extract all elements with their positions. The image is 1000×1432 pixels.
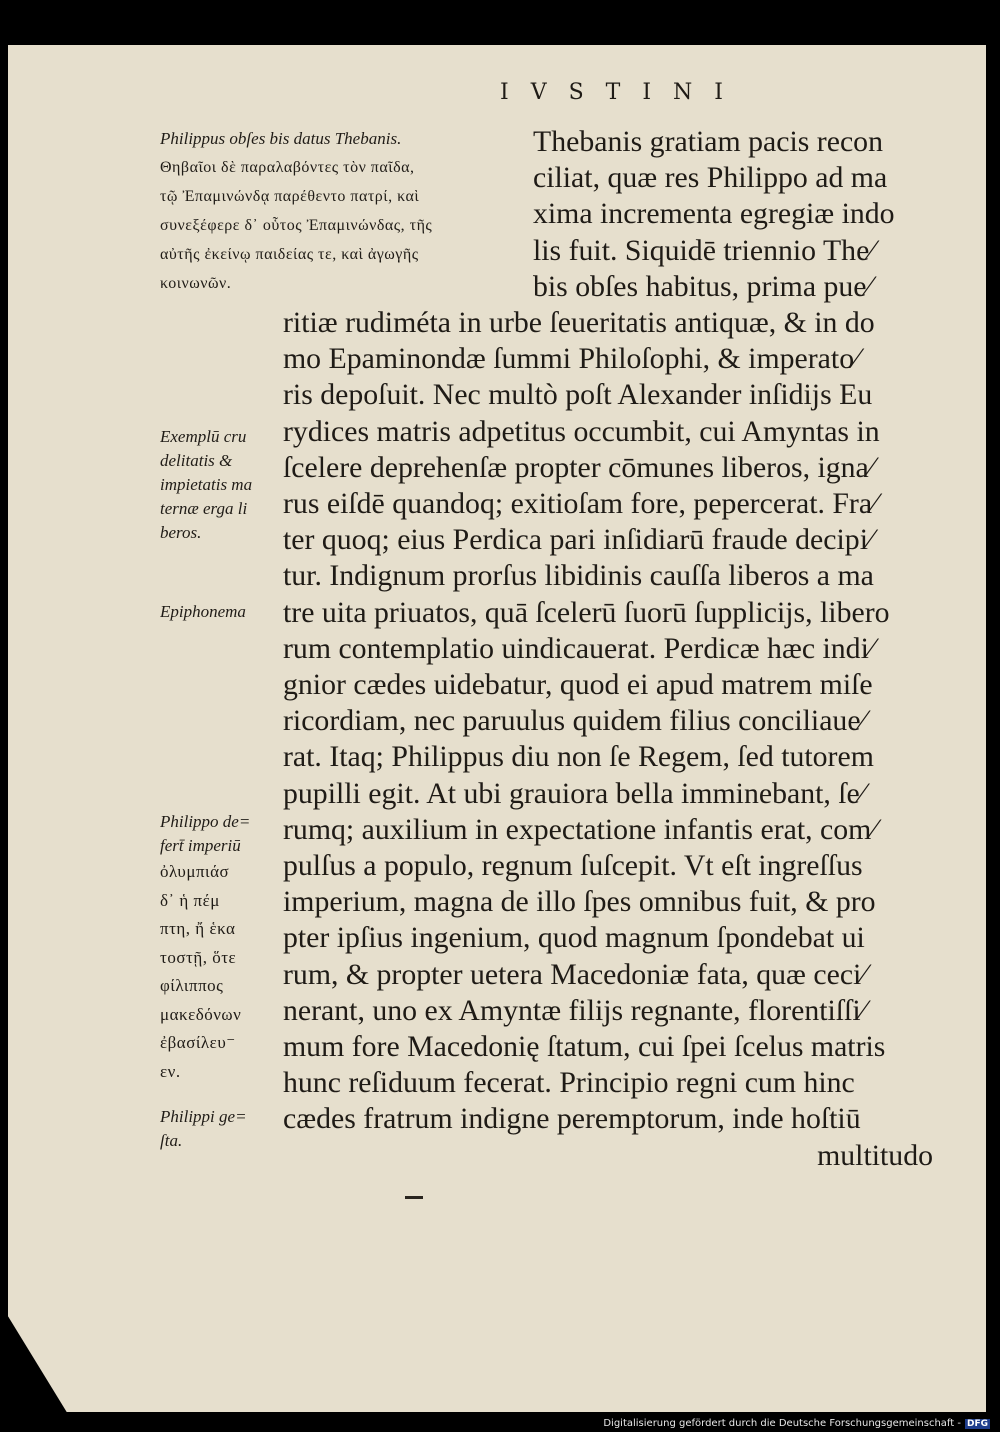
greek-line: ἐβασίλευ⁻ [160, 1033, 236, 1052]
text-line: gnior cædes uidebatur, quod ei apud matrem miſe [283, 668, 873, 702]
text-line: tre uita priuatos, quā ſcelerū ſuorū ſupplicijs, libero [283, 595, 890, 629]
greek-line: κοινωνῶν. [160, 275, 232, 292]
greek-line: Θηβαῖοι δὲ παραλαβόντες τὸν παῖδα, [160, 159, 415, 176]
text-line: ciliat, quæ res Philippo ad ma [533, 161, 888, 195]
margin-note-line: impietatis ma [160, 475, 253, 494]
text-line: mum fore Macedonię ſtatum, cui ſpei ſcelus matris [283, 1030, 886, 1064]
text-line: ſcelere deprehenſæ propter cōmunes liberos, igna⁄ [283, 450, 874, 484]
greek-quotation [160, 153, 540, 298]
text-line: bis obſes habitus, prima pue⁄ [533, 269, 872, 303]
greek-line: αὐτῆς ἐκείνῳ παιδείας τε, καὶ ἀγωγῆς [160, 246, 419, 263]
text-line: mo Epaminondæ ſummi Philoſophi, & imperato⁄ [283, 342, 860, 376]
text-line: lis fuit. Siquidē triennio The⁄ [533, 233, 875, 267]
text-line: ter quoq; eius Perdica pari inſidiarū fraude decipi⁄ [283, 523, 873, 557]
greek-line: πτη, ἤ ἑκα [160, 919, 236, 938]
text-line: rum, & propter uetera Macedoniæ fata, quæ ceci⁄ [283, 957, 867, 991]
text-line: ritiæ rudiméta in urbe ſeueritatis antiquæ, & in do [283, 306, 875, 340]
text-line: cædes fratrum indigne peremptorum, inde hoſtiū [283, 1102, 861, 1136]
footer-credit [603, 1418, 990, 1429]
greek-line: εν. [160, 1061, 181, 1081]
text-line: tur. Indignum prorſus libidinis cauſſa liberos a ma [283, 559, 874, 593]
footer-credit-text: Digitalisierung gefördert durch die Deutsche Forschungsgemeinschaft - [603, 1418, 961, 1429]
margin-note-line: delitatis & [160, 451, 233, 470]
margin-note-line: ſta. [160, 1131, 183, 1150]
greek-line: ὀλυμπιάσ [160, 862, 230, 881]
margin-note-line: Philippi ge= [160, 1107, 247, 1126]
text-line: rumq; auxilium in expectatione infantis erat, com⁄ [283, 812, 877, 846]
greek-line: φίλιππος [160, 976, 224, 995]
text-line: rus eiſdē quandoq; exitioſam fore, pepercerat. Fra⁄ [283, 487, 878, 521]
catchword: multitudo [817, 1138, 933, 1172]
text-line: imperium, magna de illo ſpes omnibus fuit, & pro [283, 885, 876, 919]
running-head: IVSTINI [500, 80, 745, 105]
margin-note-exemplum [160, 425, 290, 545]
greek-line: συνεξέφερε δ᾽ οὗτος Ἐπαμινώνδας, τῆς [160, 217, 433, 234]
margin-note-title: Philippus obſes bis datus Thebanis. [160, 129, 402, 148]
margin-note-epiphonema [160, 600, 290, 624]
greek-line: τῷ Ἐπαμινώνδᾳ παρέθεντο πατρί, καὶ [160, 188, 420, 205]
margin-note-line: Philippo de= [160, 812, 251, 831]
margin-note-imperium-greek [160, 858, 290, 1086]
margin-note-gesta [160, 1105, 290, 1153]
text-line: rydices matris adpetitus occumbit, cui Amyntas in [283, 414, 880, 448]
margin-note-line: ternæ erga li [160, 499, 248, 518]
dfg-logo: DFG [966, 1419, 988, 1429]
signature-dash [405, 1196, 423, 1199]
margin-note-line: fert̄ imperiū [160, 836, 241, 855]
text-line: ricordiam, nec paruulus quidem filius conciliaue⁄ [283, 704, 866, 738]
margin-note-imperium-latin [160, 810, 290, 858]
margin-note-obses [160, 124, 540, 298]
text-line: nerant, uno ex Amyntæ filijs regnante, florentiſſi⁄ [283, 993, 866, 1027]
text-line: xima incrementa egregiæ indo [533, 197, 895, 231]
text-line: hunc reſiduum fecerat. Principio regni cum hinc [283, 1066, 855, 1100]
greek-line: μακεδόνων [160, 1004, 242, 1024]
margin-note-imperium [160, 810, 290, 1086]
text-line: Thebanis gratiam pacis recon [533, 125, 883, 158]
text-line: rat. Itaq; Philippus diu non ſe Regem, ſed tutorem [283, 740, 874, 774]
greek-line: δ᾽ ἡ πέμ [160, 890, 220, 910]
text-line: pulſus a populo, regnum ſuſcepit. Vt eſt ingreſſus [283, 849, 863, 883]
text-line: rum contemplatio uindicauerat. Perdicæ hæc indi⁄ [283, 631, 874, 665]
text-line: pter ipſius ingenium, quod magnum ſpondebat ui [283, 921, 865, 955]
greek-line: τοστῇ, ὅτε [160, 947, 237, 967]
margin-note-line: Exemplū cru [160, 427, 247, 446]
margin-note-line: beros. [160, 523, 202, 542]
text-line: pupilli egit. At ubi grauiora bella imminebant, ſe⁄ [283, 776, 865, 810]
margin-note-epiphonema-text: Epiphonema [160, 602, 246, 621]
text-line: ris depoſuit. Nec multò poſt Alexander inſidijs Eu [283, 378, 873, 412]
